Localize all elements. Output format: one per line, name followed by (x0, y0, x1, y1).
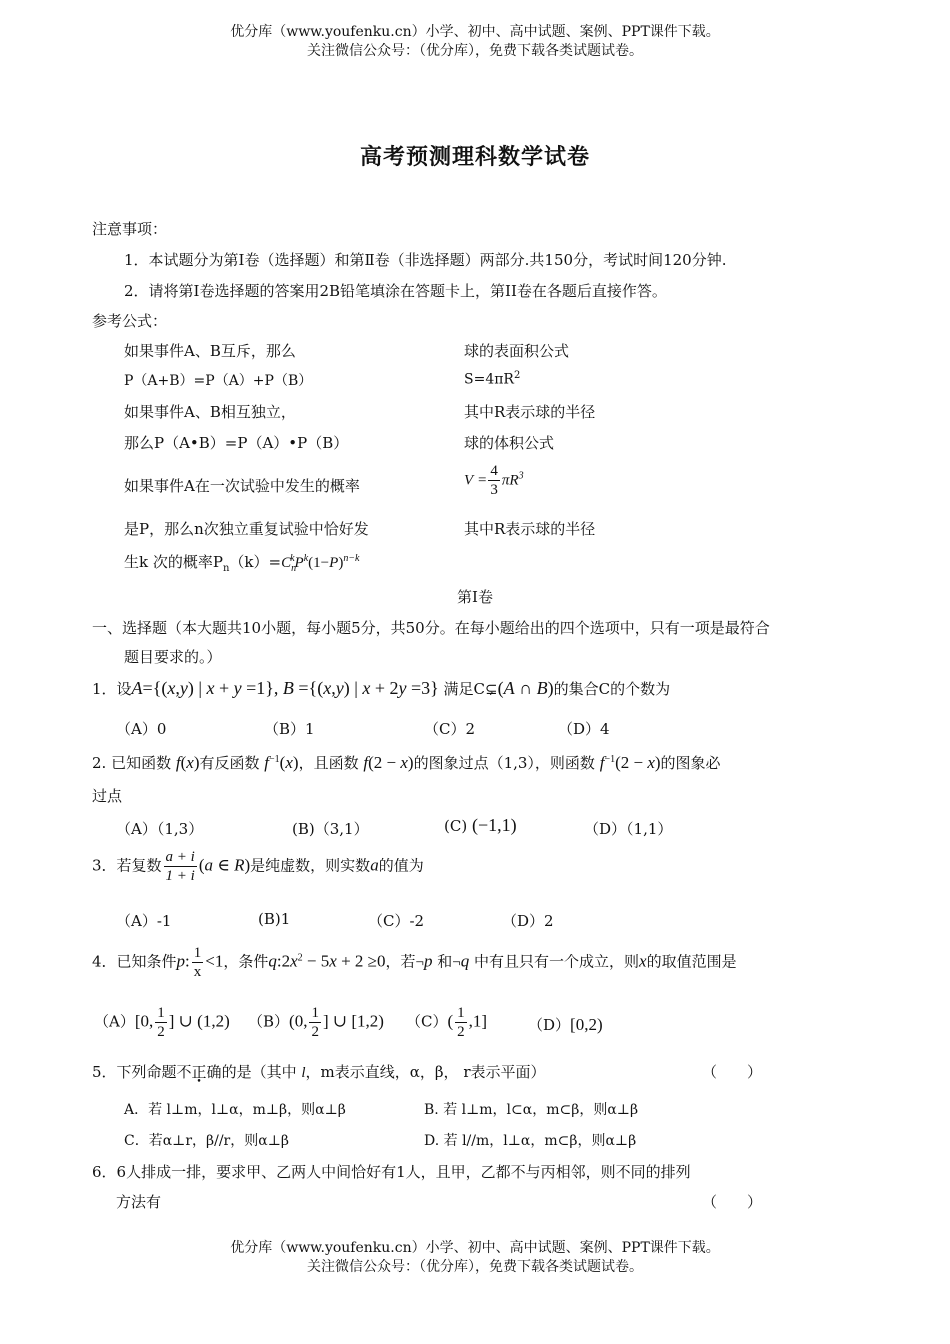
q5-option-a: A．若 l⊥m，l⊥α，m⊥β，则α⊥β (124, 1102, 346, 1118)
formulas-heading: 参考公式： (92, 312, 168, 330)
notice-heading: 注意事项： (92, 220, 168, 238)
binomial-formula: $C_n^kP^k(1-P)^{n-k}$ (281, 553, 360, 574)
formula-right-2: $S=4\pi R^2$ (464, 370, 521, 388)
q5-option-d: D. 若 l//m，l⊥α，m⊂β，则α⊥β (424, 1133, 637, 1149)
formula-left-6: 是P，那么n次独立重复试验中恰好发 (124, 520, 369, 538)
header-line-1: 优分库（www.youfenku.cn）小学、初中、高中试题、案例、PPT课件下载。 (230, 24, 720, 40)
q2-option-a: （A）（1,3） (116, 820, 204, 838)
q4-option-c: （C）( $\frac{1}{2}$ ,1] (406, 1005, 488, 1040)
sphere-volume-formula: V = $\frac{4}{3}$ $\pi R^3$ (464, 463, 524, 498)
question-6: 6．6人排成一排，要求甲、乙两人中间恰好有1人，且甲，乙都不与丙相邻，则不同的排列 (92, 1163, 691, 1181)
q1-option-a: （A）0 (116, 720, 167, 738)
question-4: 4．已知条件p: $\frac{1}{x}$ <1，条件$q:2x^2 - 5x + 2 \ge 0$，若¬p 和¬q 中有且只有一个成立，则x的取值范围是 (92, 945, 737, 980)
formula-right-3: 其中R表示球的半径 (464, 403, 596, 421)
formula-right-4: 球的体积公式 (464, 434, 555, 452)
question-2: 2. 已知函数 f(x)有反函数 $f^{-1}(x)$，且函数 f(2 − x)的图象过点（1,3），则函数 $f^{-1}(2 - x)$的图象必 (92, 753, 721, 772)
formula-left-7: 生k 次的概率$P_n(k)=C_n^kP^k(1-P)^{n-k}$ (124, 553, 360, 574)
q6-answer-paren: （ ） (702, 1193, 763, 1211)
question-3: 3．若复数 $\frac{a + i}{1 + i}$ (a ∈ R)是纯虚数，则实数a的值为 (92, 849, 424, 884)
formula-left-2: P（A+B）=P（A）+P（B） (124, 373, 313, 389)
q1-sets-formula: A (131, 678, 143, 698)
volume-heading: 第Ⅰ卷 (457, 588, 493, 606)
formula-left-5: 如果事件A在一次试验中发生的概率 (124, 477, 360, 495)
q2-option-c: (C) (−1,1) (444, 815, 517, 835)
q1-option-d: （D）4 (558, 720, 610, 738)
notice-item-2: 2．请将第Ⅰ卷选择题的答案用2B铅笔填涂在答题卡上，第II卷在各题后直接作答。 (124, 282, 667, 300)
q5-option-c: C．若α⊥r，β//r，则α⊥β (124, 1133, 289, 1149)
page-title: 高考预测理科数学试卷 (359, 144, 590, 170)
q2-option-b: (B)（3,1） (292, 820, 369, 838)
formula-right-1: 球的表面积公式 (464, 342, 570, 360)
negation-emphasis: 不正确 (176, 1063, 222, 1081)
formula-right-6: 其中R表示球的半径 (464, 520, 596, 538)
question-1: 1．设A={(x,y) | x + y =1}, B ={(x,y) | x + 2y =3} 满足C⊊(A ∩ B)的集合C的个数为 (92, 678, 671, 698)
question-5: 5．下列命题不正确的是（其中 l，m表示直线，α，β， r表示平面） (92, 1063, 546, 1081)
q3-option-a: （A）-1 (116, 912, 172, 930)
section-intro-2: 题目要求的。） (124, 648, 222, 666)
q5-option-b: B. 若 l⊥m，l⊂α，m⊂β，则α⊥β (424, 1102, 639, 1118)
q1-option-c: （C）2 (424, 720, 476, 738)
notice-item-1: 1．本试题分为第Ⅰ卷（选择题）和第Ⅱ卷（非选择题）两部分.共150分，考试时间120分钟. (124, 251, 727, 269)
q2-option-d: （D）（1,1） (584, 820, 673, 838)
formula-left-1: 如果事件A、B互斥，那么 (124, 342, 296, 360)
q1-option-b: （B）1 (264, 720, 315, 738)
section-intro-1: 一、选择题（本大题共10小题，每小题5分，共50分。在每小题给出的四个选项中，只有一项是最符合 (92, 619, 770, 637)
footer-line-2: 关注微信公众号：（优分库），免费下载各类试题试卷。 (307, 1259, 643, 1275)
footer-line-1: 优分库（www.youfenku.cn）小学、初中、高中试题、案例、PPT课件下载。 (230, 1240, 720, 1256)
formula-left-4: 那么P（A•B）=P（A）•P（B） (124, 434, 349, 452)
q4-option-d: （D）[0,2) (528, 1015, 603, 1034)
q4-option-a: （A）[0, $\frac{1}{2}$ ] ∪ (1,2) (94, 1005, 230, 1040)
q6-line-2: 方法有 (116, 1193, 162, 1211)
q3-option-b: (B)1 (258, 910, 291, 928)
q3-option-d: （D）2 (502, 912, 554, 930)
formula-left-3: 如果事件A、B相互独立， (124, 403, 296, 421)
q5-answer-paren: （ ） (702, 1063, 763, 1081)
q3-option-c: （C）-2 (368, 912, 425, 930)
q4-option-b: （B）(0, $\frac{1}{2}$ ] ∪ [1,2) (248, 1005, 384, 1040)
q2-line-2: 过点 (92, 787, 123, 805)
header-line-2: 关注微信公众号：（优分库），免费下载各类试题试卷。 (307, 43, 643, 59)
